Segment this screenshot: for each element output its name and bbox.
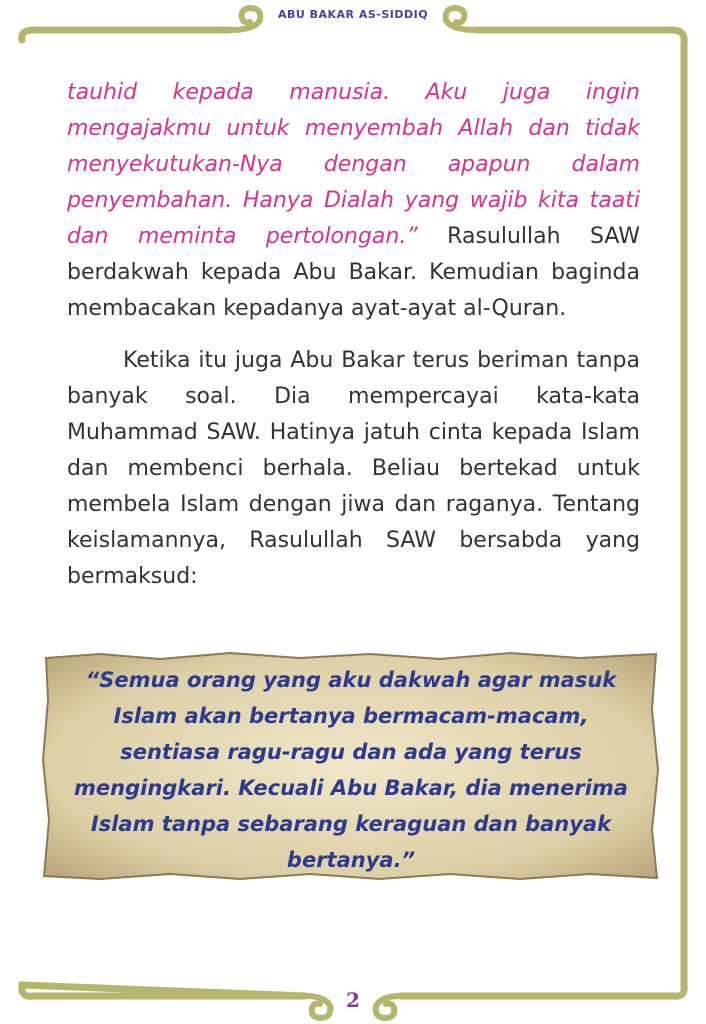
hadith-quote-box [40, 650, 662, 882]
running-head-title: ABU BAKAR AS-SIDDIQ [277, 8, 429, 21]
paragraph-2: Ketika itu juga Abu Bakar terus beriman tanpa banyak soal. Dia mempercayai kata-kata Muhammad SAW. Hatinya jatuh cinta kepada Islam dan membenci berhala. Beliau bertekad untuk membela Islam dengan jiwa dan raganya. Tentang keislamannya, Rasulullah SAW bersabda yang bermaksud: [67, 348, 640, 589]
paragraph-1-narration: Rasulullah SAW berdakwah kepada Abu Bakar. Kemudian baginda membacakan kepadanya ayat-ayat al-Quran. [67, 224, 640, 321]
page-number: 2 [346, 988, 360, 1012]
prophet-quote-text: tauhid kepada manusia. Aku juga ingin mengajakmu untuk menyembah Allah dan tidak menyekutukan-Nya dengan apapun dalam penyembahan. Hanya Dialah yang wajib kita taati dan meminta pertolongan.” [67, 80, 640, 249]
body-text [67, 75, 640, 595]
paragraph-1 [67, 75, 640, 327]
hadith-text: “Semua orang yang aku dakwah agar masuk Islam akan bertanya bermacam-macam, sentiasa ragu-ragu dan ada yang terus mengingkari. Kecuali Abu Bakar, dia menerima Islam tanpa sebarang keraguan dan banyak bertanya.” [74, 668, 628, 872]
